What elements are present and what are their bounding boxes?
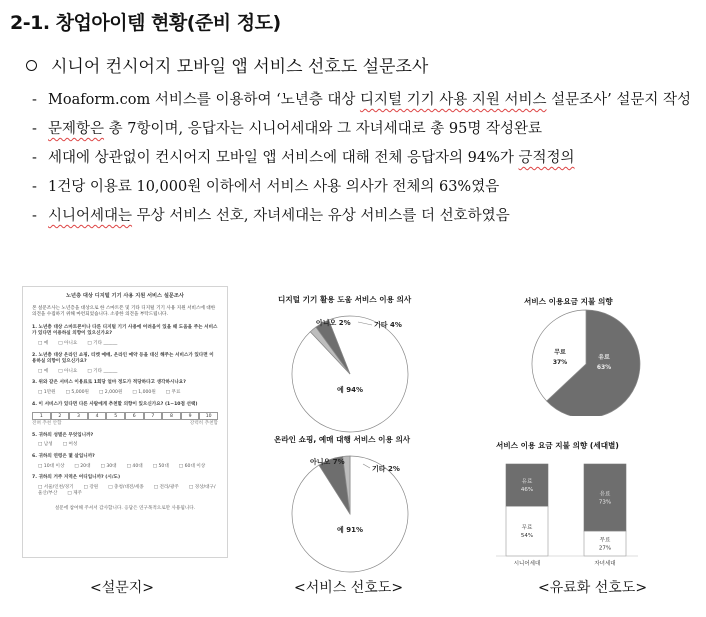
survey-option: □ 기타 ______ — [87, 368, 118, 374]
survey-option: □ 예 — [38, 340, 49, 346]
survey-option: □ 30대 — [100, 463, 117, 469]
bar-value: 73% — [598, 499, 612, 506]
bullet-item: - 세대에 상관없이 컨시어지 모바일 앱 서비스에 대해 전체 응답자의 94%가 긍적정의 — [28, 146, 694, 171]
chart-digital-device — [262, 294, 442, 439]
scale-cell: 2 — [51, 412, 70, 420]
pie-chart-digital — [262, 294, 442, 439]
pie-chart-fee — [510, 296, 660, 416]
survey-question: 4. 이 서비스가 있다면 다른 사람에게 추천할 의향이 있으신가요? (1~10점 선택) — [32, 401, 198, 407]
bullet-item: - 1건당 이용료 10,000원 이하에서 서비스 사용 의사가 전체의 63%였음 — [28, 175, 694, 200]
pie-label: 예 94% — [337, 386, 363, 394]
survey-option: □ 전라/광주 — [153, 484, 179, 490]
survey-option: □ 기타 ______ — [87, 340, 118, 346]
survey-question: 1. 노년층 대상 스마트폰이나 다른 디지털 기기 사용에 어려움이 있을 때 도움을 주는 서비스가 있다면 이용하실 의향이 있으신가요? — [32, 324, 218, 337]
survey-option: □ 서울/인천/경기 — [38, 484, 74, 490]
survey-option: □ 1만원 — [38, 389, 56, 395]
survey-option: □ 강원 — [83, 484, 99, 490]
scale-cell: 5 — [106, 412, 125, 420]
chart-fee-intent — [510, 296, 660, 416]
survey-question: 7. 귀하의 거주 지역은 어디입니까? (시/도) — [32, 475, 121, 481]
caption-preference: <서비스 선호도> — [294, 580, 404, 596]
survey-option: □ 1,000원 — [132, 389, 156, 395]
pie-label: 기타 4% — [374, 321, 402, 329]
survey-question: 5. 귀하의 성별은 무엇입니까? — [32, 432, 94, 438]
survey-option: □ 50대 — [152, 463, 169, 469]
scale-cell: 1 — [32, 412, 51, 420]
pie-chart-online — [262, 434, 442, 579]
bar-category-label: 시니어세대 — [513, 561, 541, 567]
survey-option: □ 아니요 — [58, 368, 78, 374]
survey-question: 2. 노년층 대상 온라인 쇼핑, 티켓 예매, 온라인 예약 등을 대신 해주는 서비스가 있다면 이용하실 의향이 있으신가요? — [32, 352, 214, 365]
survey-intro: 본 설문조사는 노년층을 대상으로 한 스마트폰 및 기타 디지털 기기 사용 지원 서비스에 대한 의견을 수집하기 위해 마련되었습니다. 소중한 의견을 부탁드립니다. — [32, 305, 216, 318]
survey-option: □ 예 — [38, 368, 49, 374]
survey-thumbnail — [22, 286, 228, 558]
survey-option: □ 여성 — [62, 442, 78, 448]
scale-cell: 9 — [181, 412, 200, 420]
survey-question: 6. 귀하의 연령은 몇 살입니까? — [32, 453, 95, 459]
survey-option: □ 10대 이상 — [38, 463, 65, 469]
survey-option: □ 60대 이상 — [178, 463, 206, 469]
scale-cell: 8 — [162, 412, 181, 420]
page-title: 2-1. 창업아이템 현황(준비 정도) — [10, 12, 281, 34]
bar-value: 46% — [520, 487, 534, 494]
scale-cell: 10 — [199, 412, 218, 420]
survey-option: □ 5,000원 — [65, 389, 89, 395]
bar-label: 유료 — [521, 479, 533, 486]
caption-survey: <설문지> — [90, 580, 155, 596]
chart-title: 디지털 기기 활용 도움 서비스 이용 의사 — [278, 295, 412, 304]
bar-value: 27% — [598, 545, 612, 552]
survey-option: □ 20대 — [74, 463, 91, 469]
survey-option: □ 경상/대구/울산/부산 — [38, 484, 216, 497]
circle-bullet-icon — [26, 60, 37, 71]
chart-fee-by-generation — [488, 440, 688, 575]
survey-option: □ 2,000원 — [99, 389, 123, 395]
survey-option: □ 아니요 — [58, 340, 78, 346]
survey-question: 3. 위와 같은 서비스 이용료로 1회당 얼마 정도가 적당하다고 생각하시나요? — [32, 380, 186, 386]
caption-paid: <유료화 선호도> — [538, 580, 648, 596]
pie-label: 무료 — [554, 349, 566, 356]
pie-label: 37% — [552, 359, 568, 366]
scale-cell: 6 — [125, 412, 144, 420]
bar-label: 무료 — [599, 537, 611, 544]
chart-title: 온라인 쇼핑, 예매 대행 서비스 이용 의사 — [274, 435, 411, 444]
stacked-bar-generation — [488, 440, 688, 575]
bullet-item: - 시니어세대는 무상 서비스 선호, 자녀세대는 유상 서비스를 더 선호하였음 — [28, 204, 694, 229]
bar-value: 54% — [520, 533, 534, 540]
chart-title: 서비스 이용요금 지불 의향 — [524, 297, 613, 306]
pie-label: 유료 — [598, 354, 610, 361]
pie-label: 아니오 2% — [316, 319, 351, 327]
bullet-list — [28, 88, 694, 233]
chart-title: 서비스 이용 요금 지불 의향 (세대별) — [496, 441, 619, 450]
survey-option: □ 무료 — [165, 389, 181, 395]
chart-online-shopping — [262, 434, 442, 579]
scale-cell: 4 — [88, 412, 107, 420]
pie-label: 기타 2% — [372, 465, 400, 473]
bullet-item: - 문제항은 총 7항이며, 응답자는 시니어세대와 그 자녀세대로 총 95명 작성완료 — [28, 117, 694, 142]
pie-label: 예 91% — [337, 526, 363, 534]
survey-footer: 설문에 참여해 주셔서 감사합니다. 응답은 연구목적으로만 사용됩니다. — [54, 505, 196, 511]
pie-label: 아니오 7% — [310, 458, 345, 466]
survey-scale — [32, 412, 218, 420]
section-subhead: 시니어 컨시어지 모바일 앱 서비스 선호도 설문조사 — [26, 52, 428, 77]
scale-cell: 7 — [144, 412, 163, 420]
bar-label: 유료 — [599, 491, 611, 498]
pie-label: 63% — [596, 364, 612, 371]
survey-option: □ 제주 — [67, 491, 82, 497]
survey-option: □ 남성 — [38, 442, 53, 448]
survey-title: 노년층 대상 디지털 기기 사용 지원 서비스 설문조사 — [66, 293, 184, 299]
bullet-item: - Moaform.com 서비스를 이용하여 ‘노년층 대상 디지털 기기 사용 지원 서비스 설문조사’ 설문지 작성 — [28, 88, 694, 113]
scale-low: 전혀 추천 안함 — [32, 421, 62, 427]
scale-cell: 3 — [69, 412, 88, 420]
survey-option: □ 충청/대전/세종 — [108, 484, 144, 490]
bar-category-label: 자녀세대 — [594, 561, 616, 567]
survey-option: □ 40대 — [126, 463, 143, 469]
bar-label: 무료 — [521, 525, 533, 532]
scale-high: 강력히 추천함 — [189, 421, 218, 427]
